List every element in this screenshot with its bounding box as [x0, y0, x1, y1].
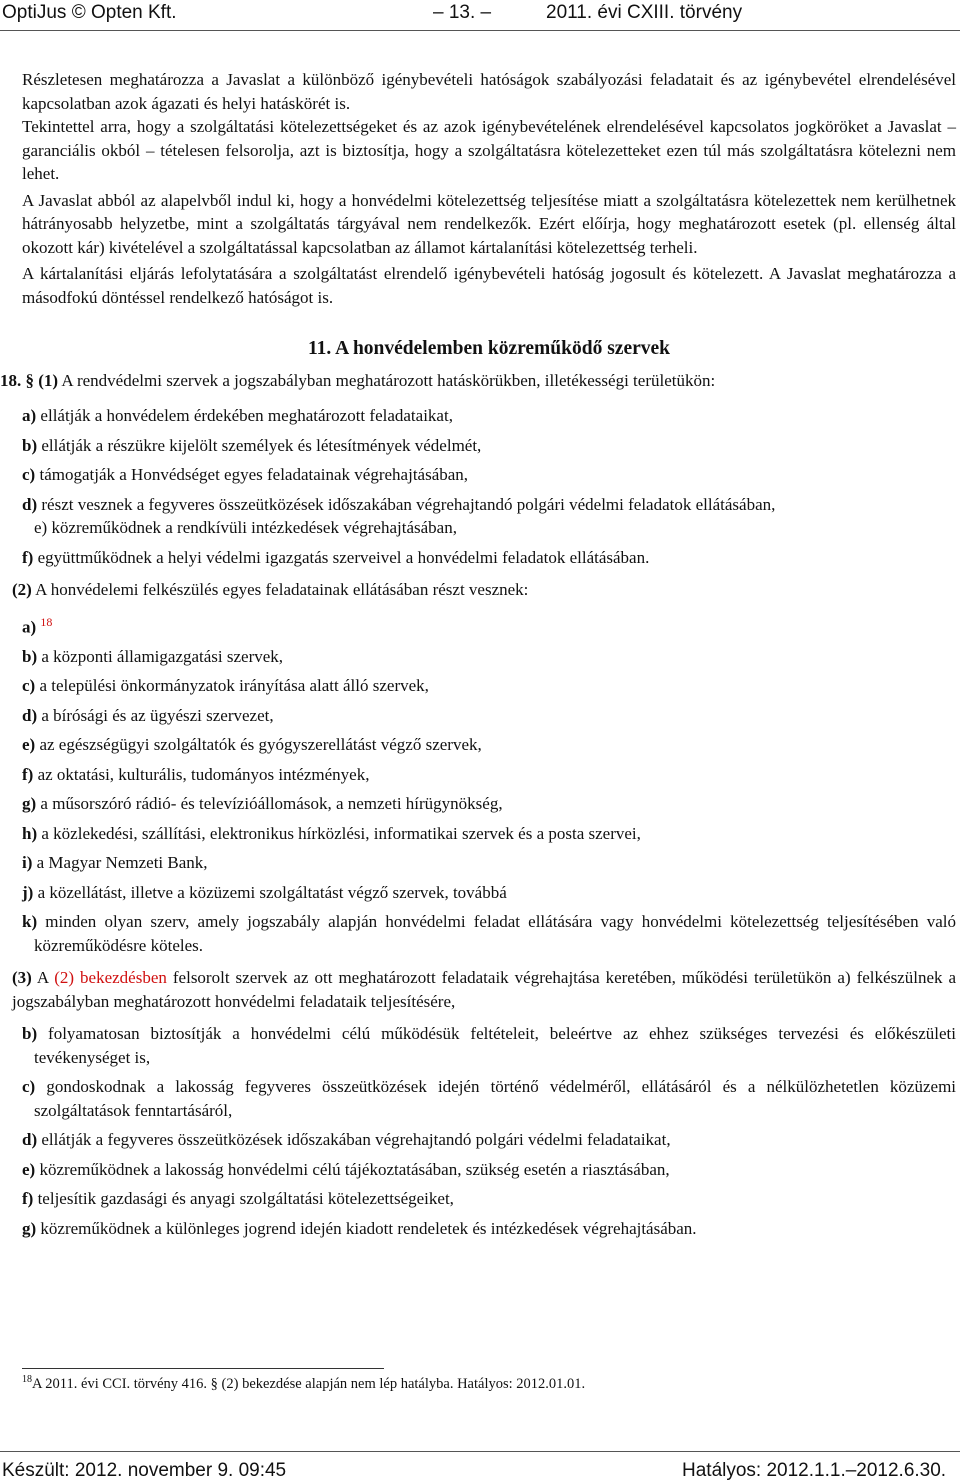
list-item: g) a műsorszóró rádió- és televízióállomások, a nemzeti hírügynökség,	[22, 794, 503, 814]
paragraph-2-reference-link[interactable]: (2) bekezdésben	[54, 968, 167, 988]
section-title: 11. A honvédelemben közreműködő szervek	[307, 338, 671, 359]
list-item: c) támogatják a Honvédséget egyes feladatainak végrehajtásában,	[22, 465, 469, 484]
p2-label: (2)	[12, 580, 32, 599]
page-header	[0, 0, 960, 28]
list-item: c) gondoskodnak a lakosság fegyveres összeütközések idején történő védelméről, ellátásáról és a nélkülözhetetlen közüzemi szolgáltatások fenntartásáról,	[22, 1077, 957, 1120]
list-item: d) a bírósági és az ügyészi szervezet,	[22, 705, 274, 725]
list-item: k) minden olyan szerv, amely jogszabály alapján honvédelmi feladat ellátására vagy honvédelmi kötelezettség teljesítésében való közreműködésre köteles.	[22, 912, 957, 955]
p3-text: felsorolt szervek az ott meghatározott feladataik végrehajtása keretében, működési területükön a) felkészülnek a jogszabályban meghatározott honvédelmi feladataik teljesítésére,	[12, 968, 957, 1011]
list-item: f) teljesítik gazdasági és anyagi szolgáltatási kötelezettségeiket,	[22, 1189, 454, 1209]
list-item: g) közreműködnek a különleges jogrend idején kiadott rendeletek és intézkedések végrehajtásában.	[22, 1218, 697, 1238]
header-law-title: 2011. évi CXIII. törvény	[546, 2, 743, 23]
list-item: d) részt vesznek a fegyveres összeütközések időszakában végrehajtandó polgári védelmi feladatok ellátásában,	[22, 494, 776, 514]
p1-text: A rendvédelmi szervek a jogszabályban meghatározott hatáskörükben, illetékességi területükön:	[61, 370, 716, 390]
s18-paragraph-3	[12, 966, 956, 1013]
footer-effective: Hatályos: 2012.1.1.–2012.6.30.	[682, 1460, 947, 1481]
list-item: b) ellátják a részükre kijelölt személyek és létesítmények védelmét,	[22, 435, 482, 455]
footnote	[22, 1374, 585, 1393]
p1-list	[22, 404, 956, 569]
s18-paragraph-1	[0, 369, 956, 393]
header-publisher: OptiJus © Opten Kft.	[2, 2, 177, 23]
list-item: c) a települési önkormányzatok irányítása alatt álló szervek,	[22, 676, 429, 696]
intro-paragraph-3: A Javaslat abból az alapelvből indul ki, hogy a honvédelmi kötelezettség teljesítése miatt a szolgáltatásra kötelezettek nem kerülhetnek hátrányosabb helyzetbe, mint a szolgáltatás tárgyával nem rendelkezők. Ezért előírja, hogy meghatározott esetek (pl. ellenség által okozott kár) kivételével a szolgáltatással kapcsolatban az államot kártalanítási kötelezettség terheli.	[22, 190, 956, 257]
list-item: j) a közellátást, illetve a közüzemi szolgáltatást végző szervek, továbbá	[22, 882, 507, 902]
list-item: e) az egészségügyi szolgáltatók és gyógyszerellátást végző szervek,	[22, 735, 482, 755]
p2-list	[22, 611, 956, 958]
p3-list	[22, 1022, 956, 1240]
p3-pre: A	[36, 968, 49, 988]
footnote-text: A 2011. évi CCI. törvény 416. § (2) bekezdése alapján nem lép hatályba. Hatályos: 2012.01.01.	[32, 1375, 586, 1392]
footer-divider	[0, 1451, 960, 1452]
intro-paragraph-1: Részletesen meghatározza a Javaslat a különböző igénybevételi hatóságok szabályozási feladatait és az igénybevétel elrendelésével kapcsolatban azok ágazati és helyi hatáskörét is.	[22, 70, 956, 113]
intro-paragraph-4: A kártalanítási eljárás lefolytatására a szolgáltatást elrendelő igénybevételi hatóság jogosult és kötelezett. A Javaslat meghatározza a másodfokú döntéssel rendelkező hatóságot is.	[22, 264, 956, 307]
footnote-ref-link[interactable]: 18	[40, 614, 53, 629]
p3-label: (3)	[12, 968, 32, 988]
list-item: f) az oktatási, kulturális, tudományos intézmények,	[22, 764, 370, 784]
list-item: d) ellátják a fegyveres összeütközések időszakában végrehajtandó polgári védelmi feladataikat,	[22, 1130, 671, 1150]
list-item: b) a központi államigazgatási szervek,	[22, 646, 284, 666]
list-item: f) együttműködnek a helyi védelmi igazgatás szerveivel a honvédelmi feladatok ellátásában.	[22, 547, 650, 567]
s18-paragraph-2	[12, 578, 956, 602]
header-divider	[0, 30, 960, 31]
p1-label: (1)	[38, 370, 59, 390]
list-item: e) közreműködnek a rendkívüli intézkedések végrehajtásában,	[34, 518, 457, 537]
intro-paragraph-2: Tekintettel arra, hogy a szolgáltatási kötelezettségeket és az azok igénybevételének elrendelésével kapcsolatos jogköröket a Javaslat – garanciális okból – tételesen felsorolja, azt is biztosítja, hogy a szolgáltatásra kötelezetteket ezen túl más szolgáltatásra kötelezni nem lehet.	[22, 117, 956, 183]
list-item: a) $^{18}$	[22, 614, 53, 637]
list-item: a) ellátják a honvédelem érdekében meghatározott feladataikat,	[22, 406, 453, 425]
footnote-number: 18	[22, 1374, 32, 1385]
footnote-divider	[22, 1368, 384, 1369]
list-item: e) közreműködnek a lakosság honvédelmi célú tájékoztatásában, szükség esetén a riasztásában,	[22, 1159, 670, 1179]
s18-label: 18. §	[0, 370, 34, 390]
document-body	[0, 68, 957, 1246]
list-item: h) a közlekedési, szállítási, elektronikus hírközlési, informatikai szervek és a posta szervei,	[22, 823, 641, 843]
header-page-number: – 13. –	[433, 2, 492, 23]
list-item: i) a Magyar Nemzeti Bank,	[22, 853, 208, 873]
footer-created: Készült: 2012. november 9. 09:45	[2, 1460, 287, 1481]
p2-text: A honvédelemi felkészülés egyes feladatainak ellátásában részt vesznek:	[35, 580, 529, 599]
list-item: b) folyamatosan biztosítják a honvédelmi célú működésük feltételeit, beleértve az ehhez szükséges tervezési és előkészületi tevékenységet is,	[22, 1024, 956, 1067]
